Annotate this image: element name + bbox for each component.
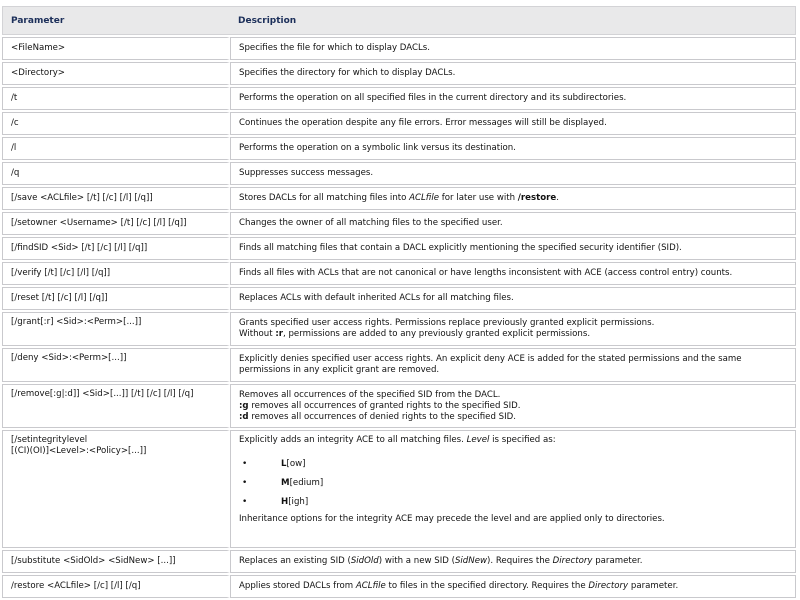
table-row (2, 62, 796, 85)
desc-cell (230, 348, 796, 382)
level-rest: [igh] (288, 497, 309, 507)
table-row (2, 37, 796, 60)
table-row (2, 312, 796, 346)
header-description: Description (230, 6, 796, 35)
param-cell: /l (2, 137, 230, 160)
desc-line (239, 401, 787, 412)
desc-text: Without (239, 329, 276, 339)
table-row (2, 137, 796, 160)
desc-cell: Specifies the file for which to display DACLs. (230, 37, 796, 60)
desc-line: Inheritance options for the integrity ACE may precede the level and are applied only to directories. (239, 514, 665, 524)
desc-line: Grants specified user access rights. Permissions replace previously granted explicit permissions. (239, 318, 655, 328)
param-cell: [/findSID <Sid> [/t] [/c] [/l] [/q]] (2, 237, 230, 260)
param-cell: [/save <ACLfile> [/t] [/c] [/l] [/q]] (2, 187, 230, 210)
desc-line (239, 435, 787, 446)
table-row (2, 212, 796, 235)
param-cell: [/verify [/t] [/c] [/l] [/q]] (2, 262, 230, 285)
desc-cell (230, 187, 796, 210)
table-row (2, 384, 796, 428)
level-rest: [ow] (286, 459, 306, 469)
desc-text: Replaces an existing SID ( (239, 556, 351, 566)
desc-cell: Continues the operation despite any file errors. Error messages will still be displayed. (230, 112, 796, 135)
desc-cell: Changes the owner of all matching files to the specified user. (230, 212, 796, 235)
desc-text: Stores DACLs for all matching files into (239, 193, 410, 203)
desc-cell: Performs the operation on all specified files in the current directory and its subdirectories. (230, 87, 796, 110)
desc-cell: Replaces ACLs with default inherited ACLs for all matching files. (230, 287, 796, 310)
list-item (239, 474, 787, 493)
param-cell: <FileName> (2, 37, 230, 60)
desc-italic: ACLfile (355, 581, 386, 591)
table-header-row (2, 6, 796, 35)
param-cell: [/grant[:r] <Sid>:<Perm>[...]] (2, 312, 230, 346)
desc-line: Explicitly denies specified user access rights. An explicit deny ACE is added for the stated permissions and the same (239, 354, 742, 364)
desc-bold: :r (275, 329, 284, 339)
level-initial: H (281, 497, 289, 507)
desc-cell: Performs the operation on a symbolic link versus its destination. (230, 137, 796, 160)
level-initial: M (281, 478, 290, 488)
header-parameter: Parameter (2, 6, 230, 35)
desc-line (239, 412, 787, 423)
desc-text: Explicitly adds an integrity ACE to all matching files. (239, 435, 467, 445)
desc-line: Removes all occurrences of the specified SID from the DACL. (239, 389, 501, 400)
table-row (2, 112, 796, 135)
param-cell: /t (2, 87, 230, 110)
desc-text: removes all occurrences of denied rights to the specified SID. (248, 411, 516, 422)
param-cell: [/substitute <SidOld> <SidNew> [...]] (2, 550, 230, 573)
param-cell: /restore <ACLfile> [/c] [/l] [/q] (2, 575, 230, 598)
desc-text: ) with a new SID ( (378, 556, 455, 566)
desc-bold: :g (239, 400, 249, 411)
desc-text: to files in the specified directory. Requires the (385, 581, 589, 591)
table-row (2, 575, 796, 598)
param-line: [/setintegritylevel (11, 435, 88, 445)
level-initial: L (281, 459, 287, 469)
param-cell: [/reset [/t] [/c] [/l] [/q]] (2, 287, 230, 310)
desc-text: is specified as: (489, 435, 556, 445)
table-row (2, 237, 796, 260)
param-cell: /q (2, 162, 230, 185)
desc-text: parameter. (628, 581, 679, 591)
desc-cell (230, 384, 796, 428)
desc-cell: Finds all matching files that contain a DACL explicitly mentioning the specified security identifier (SID). (230, 237, 796, 260)
bullet-icon: • (242, 478, 248, 488)
desc-text: , permissions are added to any previously granted explicit permissions. (283, 329, 591, 339)
desc-line: permissions in any explicit grant are removed. (239, 365, 440, 375)
param-cell: [/setowner <Username> [/t] [/c] [/l] [/q]] (2, 212, 230, 235)
desc-line (239, 329, 787, 340)
desc-cell (230, 430, 796, 548)
table-row (2, 287, 796, 310)
desc-italic: SidNew (454, 556, 488, 566)
table-row (2, 348, 796, 382)
desc-cell (230, 575, 796, 598)
desc-italic: Level (466, 435, 490, 445)
desc-cell: Suppresses success messages. (230, 162, 796, 185)
table-row (2, 187, 796, 210)
desc-text: Applies stored DACLs from (239, 581, 356, 591)
desc-text: ). Requires the (487, 556, 553, 566)
param-cell: [/remove[:g|:d]] <Sid>[...]] [/t] [/c] [/l] [/q] (2, 384, 230, 428)
desc-bold: :d (239, 411, 249, 422)
param-cell: <Directory> (2, 62, 230, 85)
desc-text: parameter. (592, 556, 643, 566)
list-item (239, 455, 787, 474)
table-row (2, 262, 796, 285)
desc-bold: /restore (517, 193, 557, 203)
desc-italic: Directory (588, 581, 629, 591)
param-line: [(CI)(OI)]<Level>:<Policy>[...]] (11, 446, 147, 456)
table-row (2, 550, 796, 573)
desc-cell: Finds all files with ACLs that are not canonical or have lengths inconsistent with ACE (access control entry) counts. (230, 262, 796, 285)
desc-text: . (556, 193, 559, 203)
bullet-icon: • (242, 459, 248, 469)
parameter-table (2, 4, 796, 600)
table-row (2, 430, 796, 548)
param-cell: /c (2, 112, 230, 135)
table-row (2, 162, 796, 185)
desc-text: for later use with (439, 193, 518, 203)
desc-cell (230, 550, 796, 573)
bullet-icon: • (242, 497, 248, 507)
level-list (239, 455, 787, 512)
desc-cell (230, 312, 796, 346)
desc-italic: Directory (552, 556, 593, 566)
desc-italic: SidOld (350, 556, 379, 566)
param-cell: [/deny <Sid>:<Perm>[...]] (2, 348, 230, 382)
desc-italic: ACLfile (409, 193, 440, 203)
level-rest: [edium] (289, 478, 324, 488)
desc-cell: Specifies the directory for which to display DACLs. (230, 62, 796, 85)
list-item (239, 493, 787, 512)
desc-text: removes all occurrences of granted rights to the specified SID. (248, 400, 521, 411)
param-cell (2, 430, 230, 548)
table-row (2, 87, 796, 110)
